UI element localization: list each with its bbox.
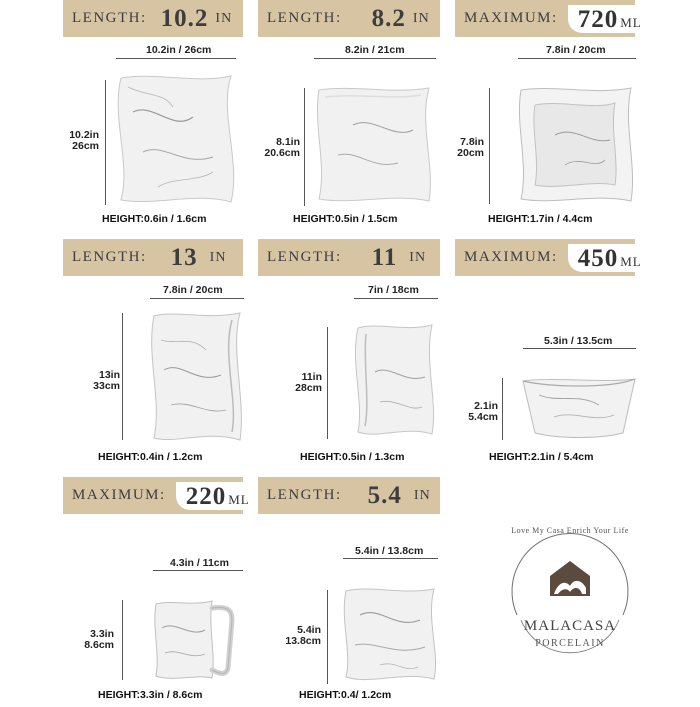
banner-unit: IN [412,10,430,26]
width-label: 5.4in / 13.8cm [355,545,424,557]
house-wave-icon [548,558,592,598]
side-label: 7.8in 20cm [457,136,484,159]
side-label: 3.3in 8.6cm [84,628,114,651]
wavy-side-plate [350,322,438,440]
wavy-rectangular-platter [146,310,246,445]
side-label: 8.1in 20.6cm [264,136,300,159]
capacity-pill [568,244,652,272]
banner-value: 220 [185,482,227,510]
width-dimension-line [150,298,244,299]
length-dimension-line [502,378,503,440]
banner-value: 11 [371,243,398,271]
spec-banner [455,0,642,37]
height-label: HEIGHT:0.5in / 1.5cm [293,213,398,225]
width-dimension-line [153,570,243,571]
capacity-pill [176,482,260,510]
banner-label: LENGTH: [267,487,342,503]
brand-subtitle: PORCELAIN [535,638,605,649]
banner-unit: ML [620,14,642,30]
height-label: HEIGHT:1.7in / 4.4cm [488,213,593,225]
length-dimension-line [304,88,305,206]
banner-unit: IN [209,249,227,265]
height-label: HEIGHT:3.3in / 8.6cm [98,689,203,701]
width-label: 7.8in / 20cm [546,44,606,56]
width-label: 4.3in / 11cm [170,557,229,569]
banner-label: LENGTH: [267,249,342,265]
banner-label: MAXIMUM: [464,249,558,265]
banner-value: 720 [577,5,619,33]
banner-value: 8.2 [371,4,406,32]
wavy-square-plate-medium [313,85,435,205]
spec-banner [63,239,243,276]
height-label: HEIGHT:2.1in / 5.4cm [489,451,594,463]
banner-unit: ML [620,253,642,269]
banner-unit: IN [409,249,427,265]
length-dimension-line [105,80,106,205]
width-dimension-line [354,298,438,299]
square-bowl-side-view [519,375,639,441]
width-dimension-line [518,58,636,59]
side-label: 11in 28cm [295,371,322,394]
banner-unit: IN [215,10,233,26]
wavy-square-plate-large [113,72,238,207]
width-label: 7in / 18cm [368,284,419,296]
spec-banner [455,239,642,276]
height-label: HEIGHT:0.4/ 1.2cm [299,689,392,701]
logo-slogan: Love My Casa Enrich Your Life [511,526,629,535]
height-label: HEIGHT:0.5in / 1.3cm [300,451,405,463]
brand-logo [505,520,635,670]
width-dimension-line [314,58,436,59]
length-dimension-line [122,313,123,440]
spec-banner [63,0,243,37]
height-label: HEIGHT:0.4in / 1.2cm [98,451,203,463]
banner-unit: ML [228,491,250,507]
capacity-pill [568,5,652,33]
side-label: 2.1in 5.4cm [468,400,498,423]
width-dimension-line [116,58,236,59]
length-dimension-line [327,590,328,684]
banner-label: LENGTH: [72,249,147,265]
spec-banner [258,0,440,37]
width-label: 8.2in / 21cm [345,44,405,56]
length-dimension-line [122,600,123,680]
wavy-small-plate [340,585,440,685]
banner-label: LENGTH: [267,10,342,26]
width-dimension-line [343,558,438,559]
banner-value: 13 [170,243,198,271]
side-label: 5.4in 13.8cm [285,624,321,647]
banner-label: LENGTH: [72,10,147,26]
width-label: 5.3in / 13.5cm [544,335,613,347]
side-label: 10.2in 26cm [69,129,99,152]
width-dimension-line [523,348,636,349]
spec-banner [63,477,250,514]
brand-name: MALACASA [523,618,617,634]
banner-value: 10.2 [160,4,209,32]
wavy-square-bowl [515,85,637,205]
height-label: HEIGHT:0.6in / 1.6cm [102,213,207,225]
side-label: 13in 33cm [93,369,120,392]
banner-value: 450 [577,244,619,272]
banner-label: MAXIMUM: [464,10,558,26]
banner-unit: IN [413,487,431,503]
banner-label: MAXIMUM: [72,487,166,503]
banner-value: 5.4 [367,481,402,509]
length-dimension-line [489,88,490,204]
spec-banner [258,239,440,276]
spec-banner [258,477,440,514]
wavy-mug [150,598,245,683]
width-label: 7.8in / 20cm [163,284,223,296]
width-label: 10.2in / 26cm [146,44,212,56]
length-dimension-line [327,327,328,439]
